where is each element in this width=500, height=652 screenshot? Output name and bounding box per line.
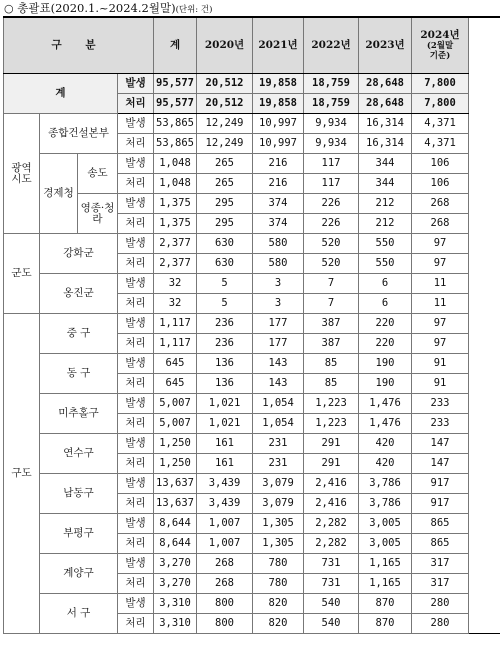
process-cell: 8,644 [154,534,197,554]
occur-cell: 91 [412,354,469,374]
occur-label: 발생 [118,314,154,334]
process-label: 처리 [118,374,154,394]
process-cell: 177 [253,334,304,354]
total-occur-cell: 28,648 [359,74,412,94]
occur-cell: 2,416 [304,474,359,494]
occur-cell: 85 [304,354,359,374]
occur-cell: 3 [253,274,304,294]
process-cell: 3,786 [359,494,412,514]
header-year: 2023년 [359,17,412,74]
process-cell: 216 [253,174,304,194]
occur-cell: 268 [197,554,253,574]
process-cell: 780 [253,574,304,594]
occur-cell: 3,439 [197,474,253,494]
occur-cell: 780 [253,554,304,574]
process-cell: 212 [359,214,412,234]
occur-cell: 4,371 [412,114,469,134]
process-cell: 630 [197,254,253,274]
total-row-occur [4,74,500,94]
unit-name: 강화군 [40,234,118,274]
table-row [4,354,500,374]
occur-cell: 344 [359,154,412,174]
total-label: 계 [4,74,118,114]
header-2024-line1: 2024년 [420,29,460,41]
process-cell: 136 [197,374,253,394]
occur-cell: 11 [412,274,469,294]
process-cell: 870 [359,614,412,634]
process-cell: 540 [304,614,359,634]
process-cell: 1,250 [154,454,197,474]
occur-label: 발생 [118,274,154,294]
table-row [4,114,500,134]
occur-label: 발생 [118,154,154,174]
table-row [4,314,500,334]
process-cell: 226 [304,214,359,234]
process-cell: 190 [359,374,412,394]
unit-note: (단위: 건) [175,5,213,15]
table-row [4,474,500,494]
group-label [4,234,40,314]
occur-cell: 387 [304,314,359,334]
occur-cell: 265 [197,154,253,174]
process-cell: 53,865 [154,134,197,154]
occur-label: 발생 [118,474,154,494]
group-label-line2: 시도 [11,172,32,185]
occur-cell: 291 [304,434,359,454]
occur-cell: 236 [197,314,253,334]
occur-cell: 268 [412,194,469,214]
process-cell: 2,282 [304,534,359,554]
total-process-cell: 28,648 [359,94,412,114]
process-cell: 231 [253,454,304,474]
process-label: 처리 [118,174,154,194]
process-cell: 117 [304,174,359,194]
table-row [4,234,500,254]
occur-cell: 1,021 [197,394,253,414]
process-cell: 420 [359,454,412,474]
unit-name: 종합건설본부 [40,114,118,154]
unit-name: 연수구 [40,434,118,474]
occur-cell: 5 [197,274,253,294]
process-cell: 731 [304,574,359,594]
table-row [4,274,500,294]
process-cell: 3,270 [154,574,197,594]
occur-cell: 143 [253,354,304,374]
occur-cell: 540 [304,594,359,614]
process-cell: 268 [197,574,253,594]
occur-cell: 280 [412,594,469,614]
process-cell: 106 [412,174,469,194]
table-row [4,154,500,174]
header-year: 2021년 [253,17,304,74]
group-label-line1: 군도 [11,267,32,279]
total-occur-cell: 7,800 [412,74,469,94]
unit-name: 동 구 [40,354,118,394]
occur-cell: 1,476 [359,394,412,414]
process-label: 처리 [118,134,154,154]
header-year: 2020년 [197,17,253,74]
occur-cell: 374 [253,194,304,214]
process-cell: 268 [412,214,469,234]
unit-name: 서 구 [40,594,118,634]
process-label: 처리 [118,574,154,594]
total-process-label: 처리 [118,94,154,114]
process-cell: 161 [197,454,253,474]
occur-cell: 865 [412,514,469,534]
process-label: 처리 [118,494,154,514]
process-cell: 1,054 [253,414,304,434]
process-cell: 3 [253,294,304,314]
process-cell: 374 [253,214,304,234]
occur-cell: 212 [359,194,412,214]
process-cell: 10,997 [253,134,304,154]
occur-cell: 800 [197,594,253,614]
process-cell: 291 [304,454,359,474]
occur-cell: 3,005 [359,514,412,534]
occur-label: 발생 [118,514,154,534]
occur-cell: 8,644 [154,514,197,534]
unit-name: 남동구 [40,474,118,514]
table-row [4,194,500,214]
process-cell: 5,007 [154,414,197,434]
unit-name: 미추홀구 [40,394,118,434]
occur-cell: 1,165 [359,554,412,574]
header-category: 구 분 [4,17,154,74]
process-cell: 1,117 [154,334,197,354]
table-row [4,394,500,414]
process-cell: 236 [197,334,253,354]
header-year-2024 [412,17,469,74]
process-cell: 7 [304,294,359,314]
process-cell: 91 [412,374,469,394]
occur-cell: 295 [197,194,253,214]
process-cell: 3,079 [253,494,304,514]
occur-cell: 3,310 [154,594,197,614]
occur-label: 발생 [118,354,154,374]
process-cell: 97 [412,254,469,274]
group-label [4,114,40,234]
occur-cell: 731 [304,554,359,574]
process-cell: 143 [253,374,304,394]
sub-unit-name: 송도 [78,154,118,194]
header-total: 계 [154,17,197,74]
process-cell: 233 [412,414,469,434]
process-cell: 2,416 [304,494,359,514]
occur-cell: 1,375 [154,194,197,214]
process-cell: 820 [253,614,304,634]
process-cell: 645 [154,374,197,394]
occur-cell: 870 [359,594,412,614]
occur-label: 발생 [118,114,154,134]
process-cell: 220 [359,334,412,354]
process-cell: 280 [412,614,469,634]
occur-cell: 233 [412,394,469,414]
sub-unit-name: 영종·청라 [78,194,118,234]
occur-cell: 1,048 [154,154,197,174]
process-cell: 317 [412,574,469,594]
process-label: 처리 [118,214,154,234]
occur-cell: 645 [154,354,197,374]
occur-cell: 220 [359,314,412,334]
total-process-cell: 7,800 [412,94,469,114]
occur-label: 발생 [118,394,154,414]
total-occur-label: 발생 [118,74,154,94]
occur-cell: 12,249 [197,114,253,134]
process-label: 처리 [118,534,154,554]
occur-cell: 820 [253,594,304,614]
process-cell: 32 [154,294,197,314]
process-label: 처리 [118,254,154,274]
process-label: 처리 [118,334,154,354]
process-cell: 3,439 [197,494,253,514]
process-cell: 344 [359,174,412,194]
process-cell: 1,165 [359,574,412,594]
occur-cell: 9,934 [304,114,359,134]
table-row [4,514,500,534]
occur-cell: 216 [253,154,304,174]
occur-cell: 136 [197,354,253,374]
occur-label: 발생 [118,234,154,254]
process-cell: 520 [304,254,359,274]
process-cell: 6 [359,294,412,314]
process-cell: 5 [197,294,253,314]
process-cell: 295 [197,214,253,234]
header-row [4,17,500,74]
process-cell: 387 [304,334,359,354]
table-title [4,1,212,15]
table-row [4,594,500,614]
total-process-cell: 20,512 [197,94,253,114]
occur-cell: 1,305 [253,514,304,534]
unit-name: 중 구 [40,314,118,354]
occur-label: 발생 [118,434,154,454]
process-cell: 4,371 [412,134,469,154]
occur-cell: 2,282 [304,514,359,534]
occur-cell: 1,117 [154,314,197,334]
process-label: 처리 [118,454,154,474]
occur-cell: 226 [304,194,359,214]
process-label: 처리 [118,414,154,434]
unit-name: 옹진군 [40,274,118,314]
summary-table [3,16,500,634]
occur-cell: 6 [359,274,412,294]
header-2024-line3: 기준) [429,51,451,61]
total-process-cell: 95,577 [154,94,197,114]
total-occur-cell: 95,577 [154,74,197,94]
unit-name: 계양구 [40,554,118,594]
process-cell: 1,305 [253,534,304,554]
table-row [4,434,500,454]
occur-cell: 10,997 [253,114,304,134]
occur-cell: 1,250 [154,434,197,454]
process-cell: 13,637 [154,494,197,514]
occur-cell: 106 [412,154,469,174]
occur-cell: 13,637 [154,474,197,494]
group-label [4,314,40,634]
occur-label: 발생 [118,194,154,214]
process-cell: 1,476 [359,414,412,434]
unit-name: 경제청 [40,154,78,234]
process-cell: 1,223 [304,414,359,434]
process-cell: 85 [304,374,359,394]
header-year: 2022년 [304,17,359,74]
unit-name: 부평구 [40,514,118,554]
occur-cell: 317 [412,554,469,574]
occur-cell: 190 [359,354,412,374]
occur-label: 발생 [118,594,154,614]
occur-cell: 1,007 [197,514,253,534]
occur-cell: 1,054 [253,394,304,414]
process-cell: 1,048 [154,174,197,194]
occur-cell: 550 [359,234,412,254]
occur-cell: 117 [304,154,359,174]
process-cell: 265 [197,174,253,194]
process-cell: 580 [253,254,304,274]
occur-cell: 97 [412,234,469,254]
process-cell: 3,005 [359,534,412,554]
process-cell: 16,314 [359,134,412,154]
process-cell: 800 [197,614,253,634]
total-process-cell: 18,759 [304,94,359,114]
occur-cell: 161 [197,434,253,454]
occur-cell: 917 [412,474,469,494]
title-text: 총괄표(2020.1.~2024.2월말) [17,1,176,15]
occur-cell: 177 [253,314,304,334]
occur-cell: 420 [359,434,412,454]
occur-cell: 7 [304,274,359,294]
process-cell: 1,375 [154,214,197,234]
occur-cell: 580 [253,234,304,254]
process-cell: 3,310 [154,614,197,634]
occur-cell: 97 [412,314,469,334]
group-label-line1: 광역 [11,161,32,174]
total-occur-cell: 20,512 [197,74,253,94]
process-cell: 865 [412,534,469,554]
occur-cell: 520 [304,234,359,254]
total-occur-cell: 19,858 [253,74,304,94]
process-cell: 2,377 [154,254,197,274]
occur-cell: 53,865 [154,114,197,134]
process-cell: 550 [359,254,412,274]
table-row [4,554,500,574]
group-label-line1: 구도 [11,467,32,479]
bullet-circle-icon: ○ [4,2,14,15]
process-cell: 12,249 [197,134,253,154]
occur-cell: 630 [197,234,253,254]
header-2024-line2: (2월말 [426,41,454,51]
process-label: 처리 [118,294,154,314]
process-cell: 147 [412,454,469,474]
total-occur-cell: 18,759 [304,74,359,94]
occur-cell: 32 [154,274,197,294]
process-cell: 9,934 [304,134,359,154]
process-cell: 917 [412,494,469,514]
occur-cell: 3,079 [253,474,304,494]
occur-cell: 16,314 [359,114,412,134]
process-cell: 11 [412,294,469,314]
occur-label: 발생 [118,554,154,574]
occur-cell: 1,223 [304,394,359,414]
occur-cell: 2,377 [154,234,197,254]
process-cell: 1,021 [197,414,253,434]
occur-cell: 3,270 [154,554,197,574]
process-cell: 97 [412,334,469,354]
process-cell: 1,007 [197,534,253,554]
occur-cell: 147 [412,434,469,454]
process-label: 처리 [118,614,154,634]
occur-cell: 5,007 [154,394,197,414]
occur-cell: 231 [253,434,304,454]
occur-cell: 3,786 [359,474,412,494]
total-process-cell: 19,858 [253,94,304,114]
